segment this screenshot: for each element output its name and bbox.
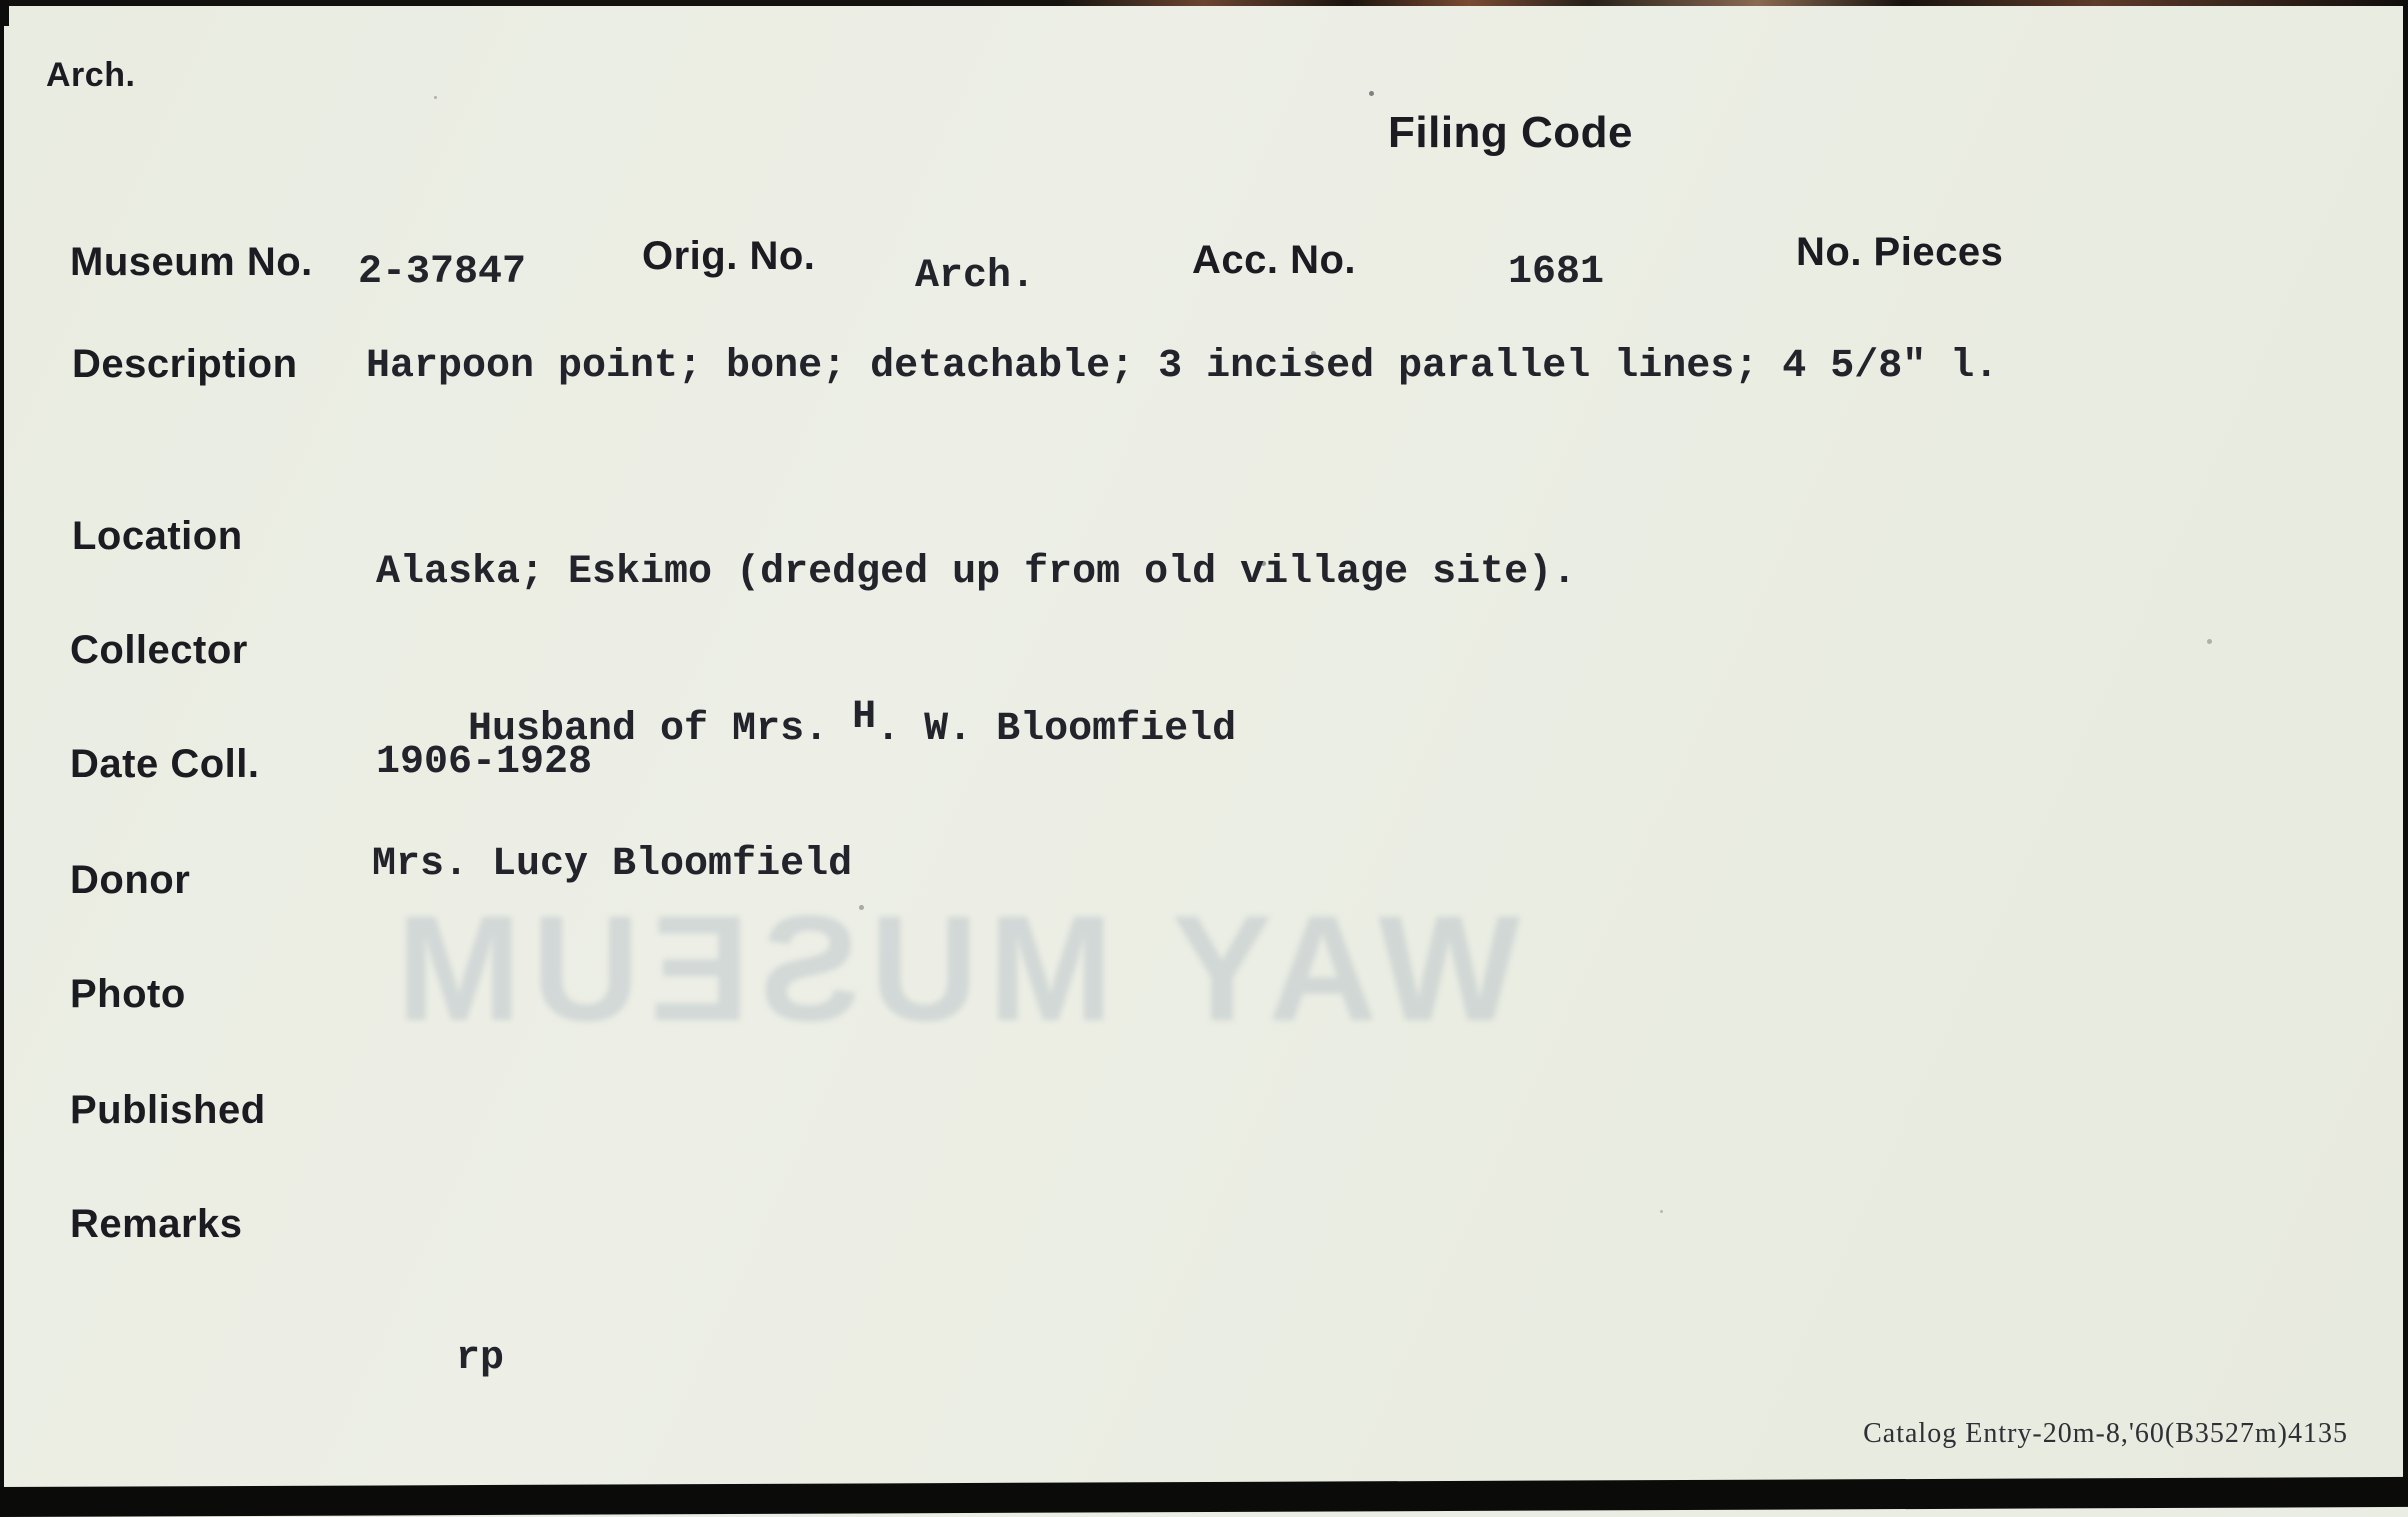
location-label: Location xyxy=(72,514,243,558)
scan-edge-top-left-corner xyxy=(0,0,9,26)
collector-label: Collector xyxy=(70,628,248,672)
photo-label: Photo xyxy=(70,972,186,1016)
collector-value-superscript: H xyxy=(852,695,877,740)
description-label: Description xyxy=(72,342,298,386)
scan-edge-right xyxy=(2403,0,2408,1501)
bleed-through-stamp: WAY MUSEUM xyxy=(386,884,1520,1052)
date-coll-value: 1906-1928 xyxy=(376,740,593,785)
no-pieces-label: No. Pieces xyxy=(1796,230,2004,274)
location-value: Alaska; Eskimo (dredged up from old village site). xyxy=(376,550,1577,595)
cataloger-initials: rp xyxy=(456,1336,505,1381)
museum-no-value: 2-37847 xyxy=(358,250,527,295)
acc-no-value: 1681 xyxy=(1508,250,1605,295)
corner-tag: Arch. xyxy=(46,56,136,94)
collector-value-rest: . W. Bloomfield xyxy=(876,707,1237,752)
acc-no-label: Acc. No. xyxy=(1192,238,1357,282)
filing-code-label: Filing Code xyxy=(1388,108,1634,157)
museum-no-label: Museum No. xyxy=(70,240,313,284)
scan-edge-top xyxy=(0,0,2408,6)
orig-no-value: Arch. xyxy=(915,254,1036,299)
scan-edge-bottom xyxy=(0,1477,2408,1517)
donor-label: Donor xyxy=(70,858,191,902)
remarks-label: Remarks xyxy=(70,1202,243,1246)
description-value: Harpoon point; bone; detachable; 3 incised parallel lines; 4 5/8" l. xyxy=(366,344,1999,389)
donor-value: Mrs. Lucy Bloomfield xyxy=(372,842,853,887)
scan-edge-left xyxy=(0,0,4,1501)
collector-value-prefix: Husband of Mrs. xyxy=(468,707,853,752)
print-code: Catalog Entry-20m-8,'60(B3527m)4135 xyxy=(1863,1418,2348,1449)
published-label: Published xyxy=(70,1088,266,1132)
date-coll-label: Date Coll. xyxy=(70,742,260,786)
orig-no-label: Orig. No. xyxy=(642,234,816,278)
